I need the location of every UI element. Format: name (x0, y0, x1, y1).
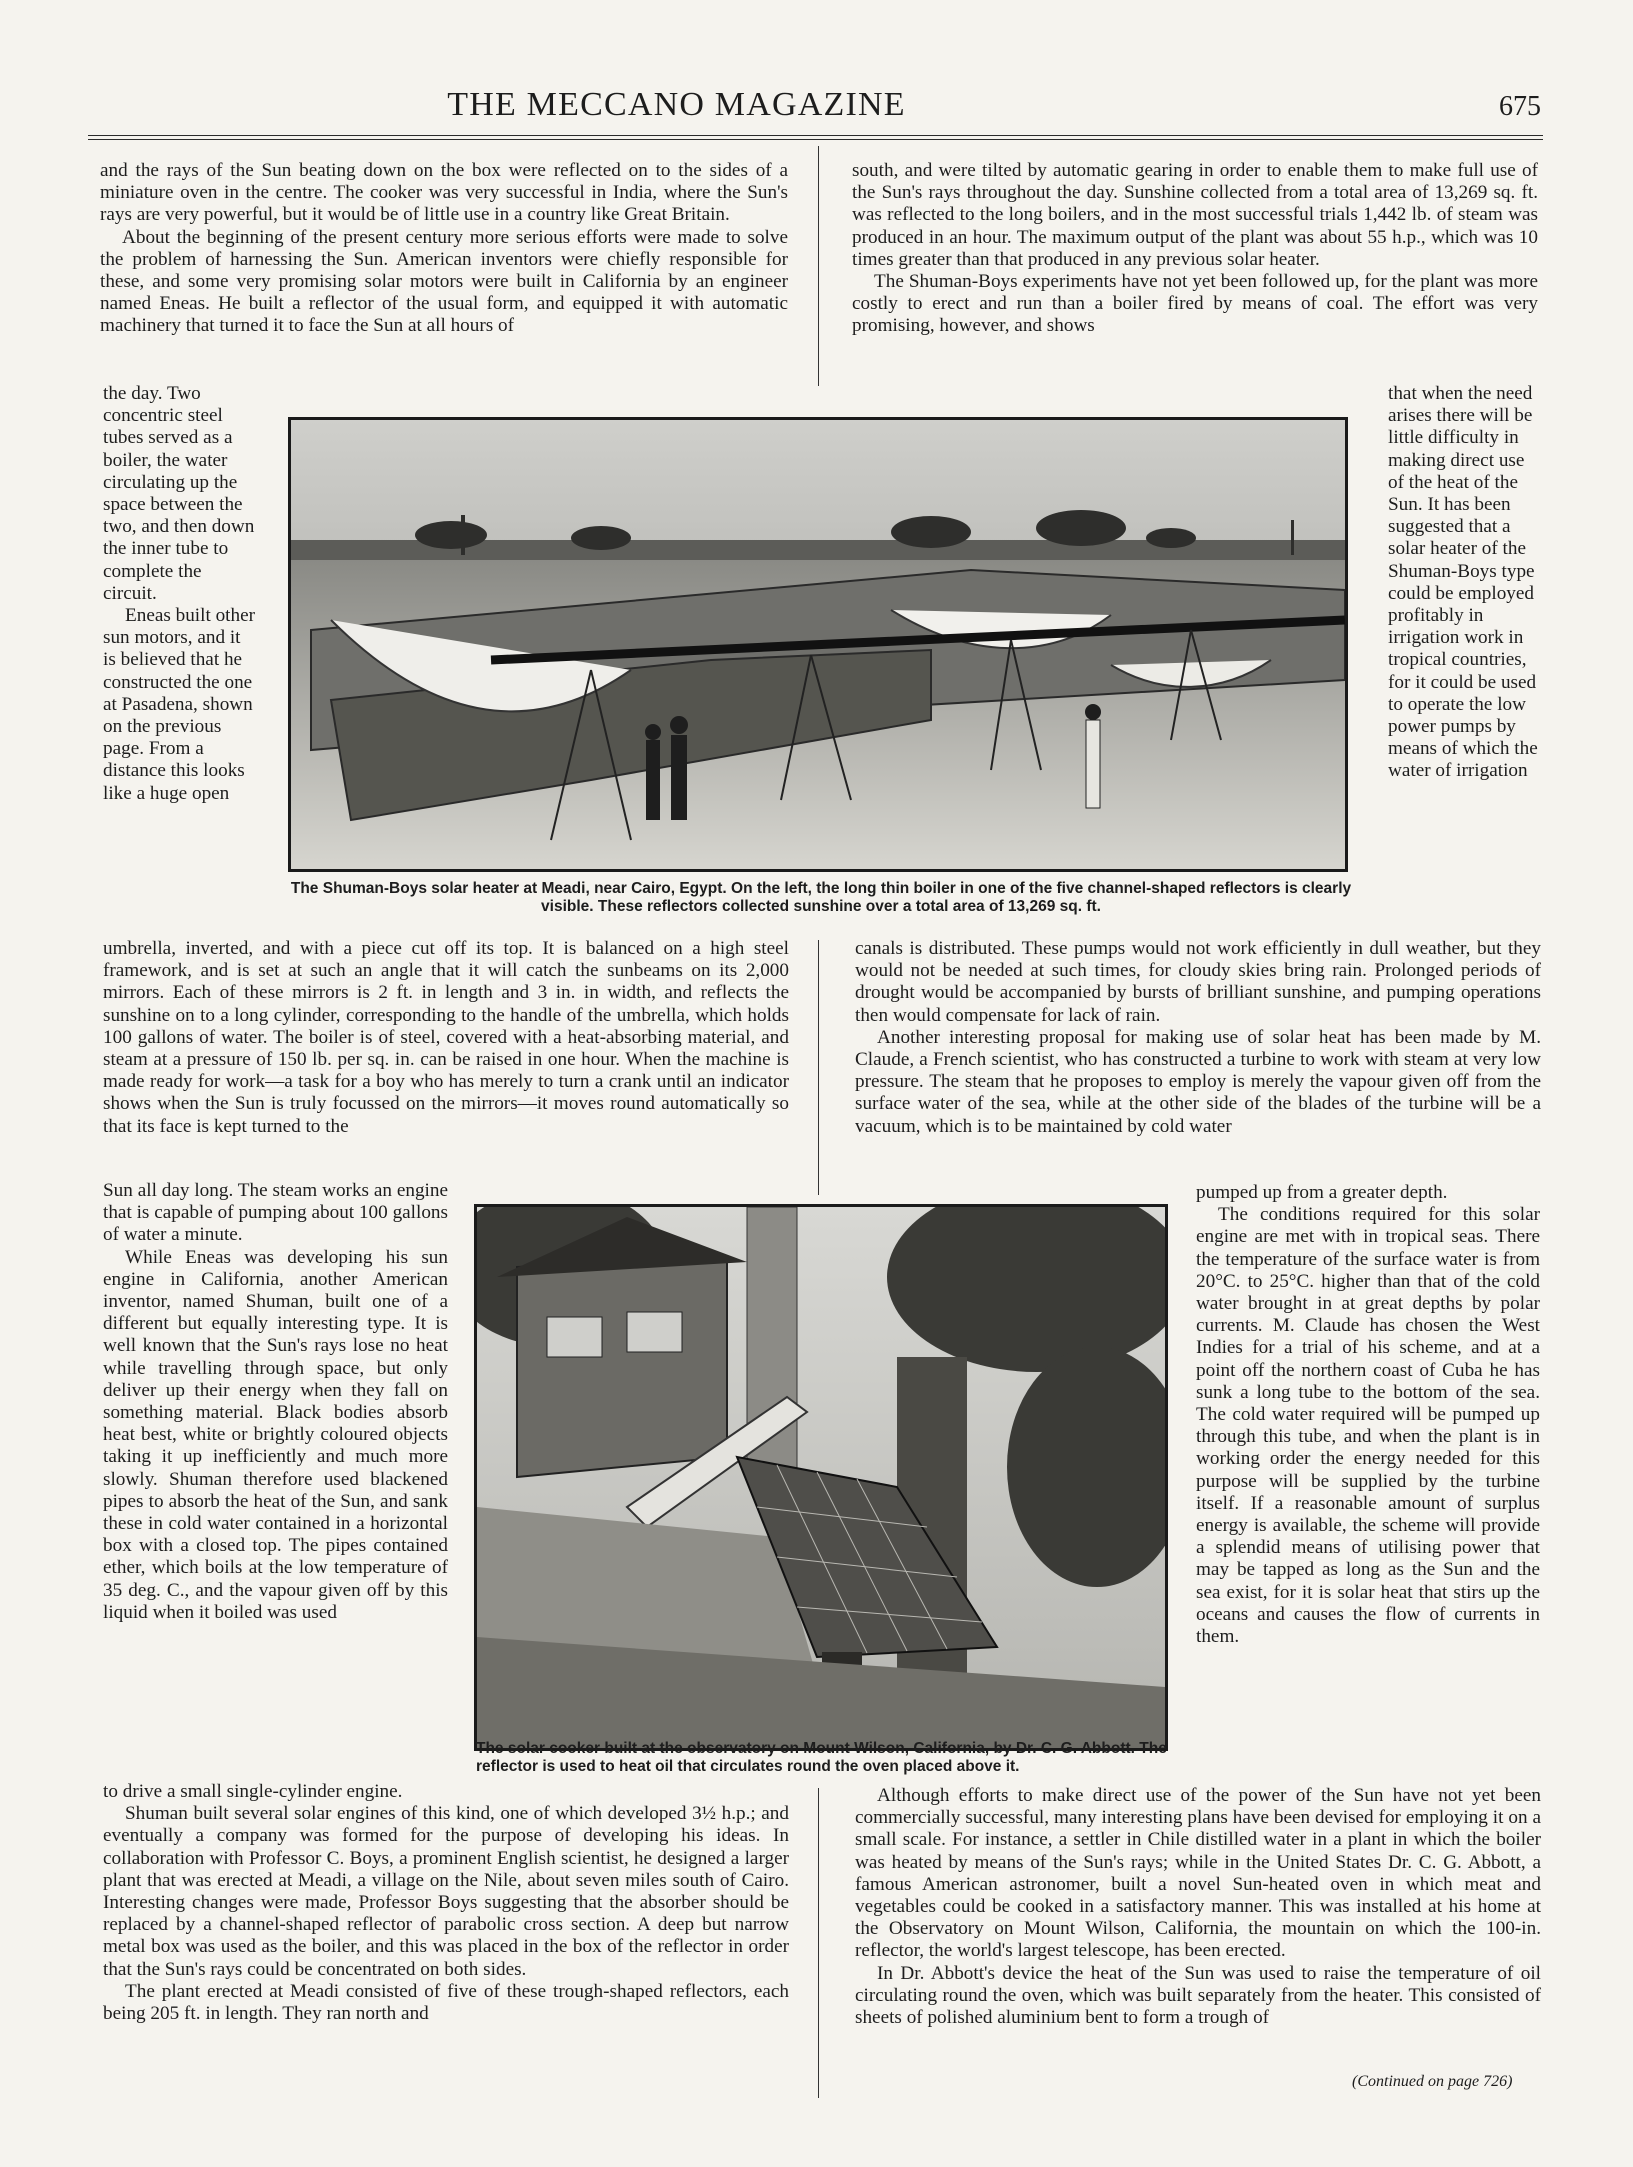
right-column-narrow (1388, 383, 1540, 783)
paragraph: Eneas built other sun motors, and it is believed that he constructed the one at Pasadena, shown on the previous page. From a distance this looks like a huge open (103, 605, 256, 804)
paragraph: canals is distributed. These pumps would not work efficiently in dull weather, but they would not be needed at such times, for cloudy skies bring rain. Prolonged periods of drought would be accompanied by bursts of brilliant sunshine, and pumping operations then would compensate for lack of rain. (855, 938, 1541, 1026)
paragraph: Shuman built several solar engines of this kind, one of which developed 3½ h.p.; and eventually a company was formed for the purpose of developing his ideas. In collaboration with Professor C. Boys, a prominent English scientist, he designed a larger plant that was erected at Meadi, a village on the Nile, about seven miles south of Cairo. Interesting changes were made, Professor Boys suggesting that the absorber should be replaced by a channel-shaped reflector of parabolic cross section. A deep but narrow metal box was used as the boiler, and this was placed in the box of the reflector in order that the Sun's rays could be concentrated on both sides. (103, 1803, 789, 1980)
magazine-title: THE MECCANO MAGAZINE (447, 86, 906, 123)
header-rule (88, 135, 1543, 136)
right-column-bottom (855, 1785, 1541, 2029)
paragraph: In Dr. Abbott's device the heat of the Sun was used to raise the temperature of oil circulating round the oven, which was built separately from the heater. This consisted of sheets of polished aluminium bent to form a trough of (855, 1962, 1541, 2029)
paragraph: Although efforts to make direct use of the power of the Sun have not yet been commercially successful, many interesting plans have been devised for employing it on a small scale. For instance, a settler in Chile distilled water in a plant in which the boiler was heated by means of the Sun's rays; while in the United States Dr. C. G. Abbott, a famous American astronomer, built a novel Sun-heated oven in which meat and vegetables could be cooked in a satisfactory manner. This was installed at his home at the Observatory on Mount Wilson, California, the mountain on which the 100-in. reflector, the world's largest telescope, has been erected. (855, 1785, 1541, 1962)
continued-note: (Continued on page 726) (1352, 2073, 1513, 2090)
paragraph: umbrella, inverted, and with a piece cut off its top. It is balanced on a high steel framework, and is set at such an angle that it will catch the sunbeams on its 2,000 mirrors. Each of these mirrors is 2 ft. in length and 3 in. in width, and reflects the sunshine on to a long cylinder, corresponding to the handle of the umbrella, which holds 100 gallons of water. The boiler is of steel, covered with a heat-absorbing material, and steam at a pressure of 150 lb. per sq. in. can be raised in one hour. When the machine is made ready for work—a task for a boy who has merely to turn a crank until an indicator shows when the Sun is truly focussed on the mirrors—it moves round automatically so that its face is kept turned to the (103, 938, 789, 1137)
right-column-narrow-2 (1196, 1182, 1540, 1648)
paragraph: south, and were tilted by automatic gearing in order to enable them to make full use of the Sun's rays throughout the day. Sunshine collected from a total area of 13,269 sq. ft. was reflected to the long boilers, and in the most successful trials 1,442 lb. of steam was produced in an hour. The maximum output of the plant was about 55 h.p., which was 10 times greater than that produced in any previous solar heater. (852, 160, 1538, 270)
right-column-top (852, 160, 1538, 338)
left-column-narrow-2 (103, 1180, 448, 1624)
paragraph: and the rays of the Sun beating down on the box were reflected on to the sides of a miniature oven in the centre. The cooker was very successful in India, where the Sun's rays are very powerful, but it would be of little use in a country like Great Britain. (100, 160, 788, 226)
paragraph: Sun all day long. The steam works an engine that is capable of pumping about 100 gallons of water a minute. (103, 1180, 448, 1246)
left-column-narrow (103, 383, 256, 805)
paragraph: the day. Two concentric steel tubes served as a boiler, the water circulating up the space between the two, and then down the inner tube to complete the circuit. (103, 383, 255, 604)
left-column-bottom (103, 1781, 789, 2025)
solar-cooker-photo (474, 1204, 1168, 1751)
paragraph: The conditions required for this solar engine are met with in tropical seas. There the temperature of the surface water is from 20°C. to 25°C. higher than that of the cold water brought in at great depths by polar currents. M. Claude has chosen the West Indies for a trial of his scheme, and at a point off the northern coast of Cuba he has sunk a long tube to the bottom of the sea. The cold water required will be pumped up through this tube, and when the plant is in working order the energy needed for this purpose will be supplied by the turbine itself. If a reasonable amount of surplus energy is available, the scheme will provide a splendid means of utilising power that may be tapped as long as the Sun and the sea exist, for it is solar heat that stirs up the oceans and causes the flow of currents in them. (1196, 1204, 1540, 1648)
paragraph: to drive a small single-cylinder engine. (103, 1781, 403, 1802)
paragraph: Another interesting proposal for making use of solar heat has been made by M. Claude, a French scientist, who has constructed a turbine to work with steam at very low pressure. The steam that he proposes to employ is merely the vapour given off from the surface water of the sea, while at the other side of the blades of the turbine will be a vacuum, which is to be maintained by cold water (855, 1026, 1541, 1137)
header-rule-thin (88, 139, 1543, 140)
right-column-mid (855, 938, 1541, 1138)
solar-heater-illustration (291, 420, 1345, 869)
column-divider-bottom (818, 1788, 819, 2098)
paragraph: While Eneas was developing his sun engine in California, another American inventor, named Shuman, built one of a different but equally interesting type. It is well known that the Sun's rays lose no heat while travelling through space, but only deliver up their energy when they fall on something material. Black bodies absorb heat best, white or brightly coloured objects taking it up inefficiently and much more slowly. Shuman therefore used blackened pipes to absorb the heat of the Sun, and sank these in cold water contained in a horizontal box with a closed top. The pipes contained ether, which boils at the low temperature of 35 deg. C., and the vapour given off by this liquid when it boiled was used (103, 1246, 448, 1623)
paragraph: pumped up from a greater depth. (1196, 1182, 1448, 1203)
left-column-mid (103, 938, 789, 1138)
solar-cooker-illustration (477, 1207, 1165, 1748)
paragraph: About the beginning of the present century more serious efforts were made to solve the problem of harnessing the Sun. American inventors were chiefly responsible for these, and some very promising solar motors were built in California by an engineer named Eneas. He built a reflector of the usual form, and equipped it with automatic machinery that turned it to face the Sun at all hours of (100, 226, 788, 337)
column-divider (818, 146, 819, 386)
solar-heater-photo (288, 417, 1348, 872)
paragraph: that when the need arises there will be little difficulty in making direct use of the heat of the Sun. It has been suggested that a solar heater of the Shuman-Boys type could be employed profitably in irrigation work in tropical countries, for it could be used to operate the low power pumps by means of which the water of irrigation (1388, 383, 1538, 782)
paragraph: The plant erected at Meadi consisted of five of these trough-shaped reflectors, each being 205 ft. in length. They ran north and (103, 1980, 789, 2025)
solar-heater-caption: The Shuman-Boys solar heater at Meadi, near Cairo, Egypt. On the left, the long thin boiler in one of the five channel-shaped reflectors is clearly visible. These reflectors collected sunshine over a total area of 13,269 sq. ft. (290, 880, 1352, 915)
left-column-top (100, 160, 788, 338)
solar-cooker-caption: The solar cooker built at the observatory on Mount Wilson, California, by Dr. C. G. Abbott. The reflector is used to heat oil that circulates round the oven placed above it. (476, 1740, 1167, 1775)
column-divider-lower (818, 940, 819, 1195)
paragraph: The Shuman-Boys experiments have not yet been followed up, for the plant was more costly to erect and run than a boiler fired by means of coal. The effort was very promising, however, and shows (852, 271, 1538, 337)
page-number: 675 (1499, 91, 1541, 122)
